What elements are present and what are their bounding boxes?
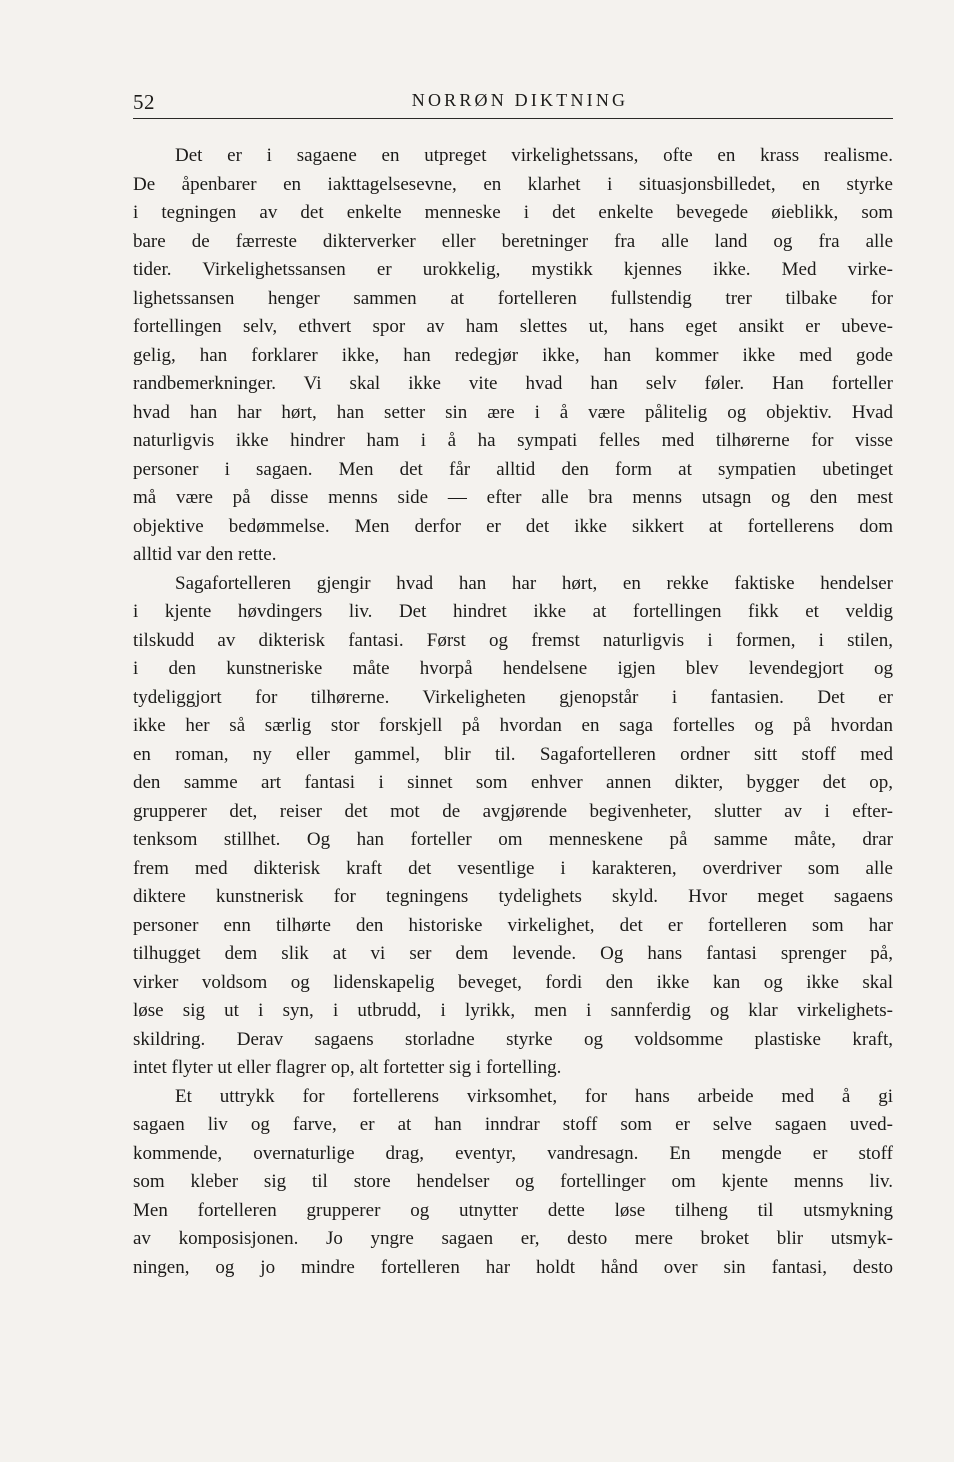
text-line: naturligvis ikke hindrer ham i å ha sympati felles med tilhørerne for visse <box>133 430 893 451</box>
text-line: tenksom stillhet. Og han forteller om menneskene på samme måte, drar <box>133 829 893 850</box>
text-line: løse sig ut i syn, i utbrudd, i lyrikk, men i sannferdig og klar virkelighets- <box>133 1000 893 1021</box>
body-text <box>133 142 893 1282</box>
text-line: personer enn tilhørte den historiske virkelighet, det er fortelleren som har <box>133 914 893 936</box>
running-head <box>133 84 893 119</box>
text-line: ikke her så særlig stor forskjell på hvordan en saga fortelles og på hvordan <box>133 715 893 736</box>
text-line: tider. Virkelighetssansen er urokkelig, mystikk kjennes ikke. Med virke- <box>133 259 893 280</box>
text-line: kommende, overnaturlige drag, eventyr, vandresagn. En mengde er stoff <box>133 1142 893 1164</box>
text-line: intet flyter ut eller flagrer op, alt fortetter sig i fortelling. <box>133 1057 562 1078</box>
text-line: diktere kunstnerisk for tegningens tydelighets skyld. Hvor meget sagaens <box>133 886 893 907</box>
text-line: De åpenbarer en iakttagelsesevne, en klarhet i situasjonsbilledet, en styrke <box>133 173 893 195</box>
text-line: Sagafortelleren gjengir hvad han har hørt, en rekke faktiske hendelser <box>175 572 893 594</box>
text-line: den samme art fantasi i sinnet som enhver annen dikter, bygger det op, <box>133 772 893 793</box>
text-line: tydeliggjort for tilhørerne. Virkeligheten gjenopstår i fantasien. Det er <box>133 686 893 708</box>
text-line: virker voldsom og lidenskapelig beveget, fordi den ikke kan og ikke skal <box>133 971 893 993</box>
page-number: 52 <box>133 90 155 114</box>
text-line: Det er i sagaene en utpreget virkelighetssans, ofte en krass realisme. <box>175 145 893 166</box>
text-line: frem med dikterisk kraft det vesentlige i karakteren, overdriver som alle <box>133 857 893 879</box>
text-line: av komposisjonen. Jo yngre sagaen er, desto mere broket blir utsmyk- <box>133 1228 893 1249</box>
text-line: randbemerkninger. Vi skal ikke vite hvad han selv føler. Han forteller <box>133 373 893 394</box>
text-line: tilskudd av dikterisk fantasi. Først og fremst naturligvis i formen, i stilen, <box>133 629 893 651</box>
text-line: gelig, han forklarer ikke, han redegjør ikke, han kommer ikke med gode <box>133 344 893 366</box>
text-line: grupperer det, reiser det mot de avgjørende begivenheter, slutter av i efter- <box>133 800 893 822</box>
text-line: i kjente høvdingers liv. Det hindret ikke at fortellingen fikk et veldig <box>133 601 893 622</box>
text-line: personer i sagaen. Men det får alltid den form at sympatien ubetinget <box>133 458 893 480</box>
text-line: Et uttrykk for fortellerens virksomhet, for hans arbeide med å gi <box>175 1085 893 1107</box>
text-line: fortellingen selv, ethvert spor av ham slettes ut, hans eget ansikt er ubeve- <box>133 316 893 337</box>
text-line: ningen, og jo mindre fortelleren har holdt hånd over sin fantasi, desto <box>133 1256 893 1278</box>
text-line: sagaen liv og farve, er at han inndrar stoff som er selve sagaen uved- <box>133 1114 893 1135</box>
text-line: skildring. Derav sagaens storladne styrke og voldsomme plastiske kraft, <box>133 1028 893 1050</box>
text-line: må være på disse menns side — efter alle bra menns utsagn og den mest <box>133 487 893 508</box>
text-line: bare de færreste dikterverker eller beretninger fra alle land og fra alle <box>133 230 893 252</box>
text-line: alltid var den rette. <box>133 544 277 565</box>
text-line: i tegningen av det enkelte menneske i det enkelte bevegede øieblikk, som <box>133 202 893 223</box>
text-line: objektive bedømmelse. Men derfor er det ikke sikkert at fortellerens dom <box>133 515 893 537</box>
text-line: Men fortelleren grupperer og utnytter dette løse tilheng til utsmykning <box>133 1199 893 1221</box>
text-line: lighetssansen henger sammen at fortelleren fullstendig trer tilbake for <box>133 287 893 309</box>
text-line: hvad han har hørt, han setter sin ære i å være pålitelig og objektiv. Hvad <box>133 401 893 423</box>
book-title: NORRØN DIKTNING <box>411 90 629 110</box>
text-line: i den kunstneriske måte hvorpå hendelsene igjen blev levendegjort og <box>133 658 893 679</box>
text-line: som kleber sig til store hendelser og fortellinger om kjente menns liv. <box>133 1171 893 1192</box>
text-line: tilhugget dem slik at vi ser dem levende. Og hans fantasi sprenger på, <box>133 943 893 964</box>
text-line: en roman, ny eller gammel, blir til. Sagafortelleren ordner sitt stoff med <box>133 743 893 765</box>
